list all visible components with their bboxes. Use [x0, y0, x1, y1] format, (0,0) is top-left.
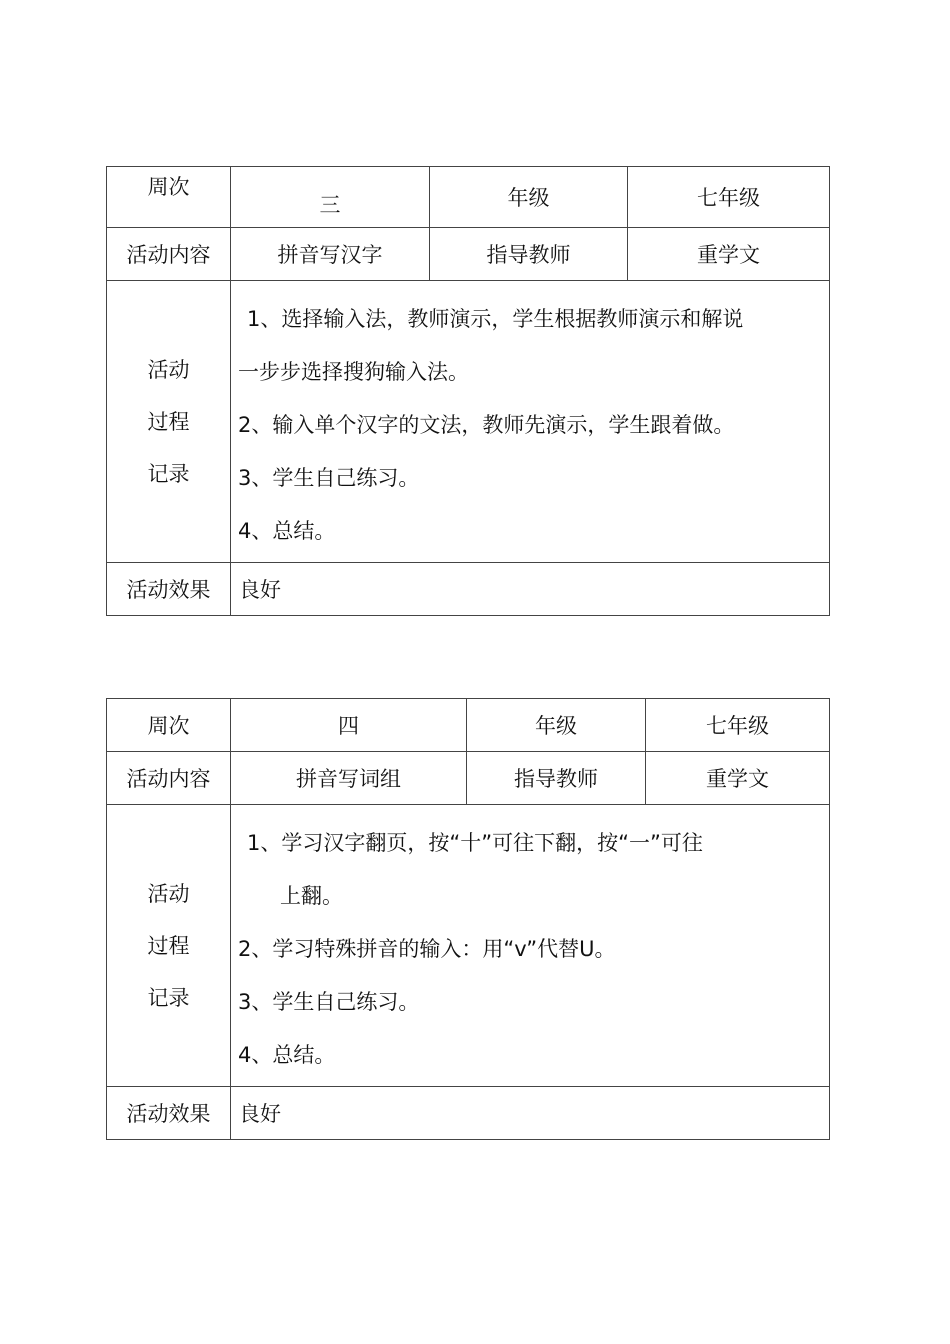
process-line: 3、学生自己练习。 — [238, 990, 420, 1014]
header-row — [107, 167, 830, 228]
content-row — [107, 752, 830, 805]
process-line: 一步步选择搜狗输入法。 — [238, 360, 469, 384]
week-value: 三 — [231, 167, 430, 228]
teacher-label: 指导教师 — [467, 752, 646, 805]
process-content — [231, 281, 830, 563]
teacher-label: 指导教师 — [430, 228, 628, 281]
process-content — [231, 805, 830, 1087]
activity-record-table-week-3 — [106, 166, 830, 616]
effect-label: 活动效果 — [107, 563, 231, 616]
process-label-line: 活动 — [147, 881, 190, 906]
effect-value: 良好 — [231, 1087, 830, 1140]
process-label-line: 记录 — [147, 985, 190, 1010]
effect-row — [107, 563, 830, 616]
process-line: 1、选择输入法，教师演示，学生根据教师演示和解说 — [247, 307, 744, 331]
process-row — [107, 805, 830, 1087]
teacher-value: 重学文 — [646, 752, 830, 805]
teacher-value: 重学文 — [628, 228, 830, 281]
header-row — [107, 699, 830, 752]
process-label-line: 记录 — [147, 461, 190, 486]
process-line: 2、学习特殊拼音的输入：用“v”代替U。 — [238, 937, 616, 961]
process-label — [107, 805, 231, 1087]
process-line: 4、总结。 — [238, 1043, 336, 1067]
week-label: 周次 — [107, 167, 231, 228]
grade-value: 七年级 — [628, 167, 830, 228]
process-label-line: 活动 — [147, 357, 190, 382]
process-line: 2、输入单个汉字的文法，教师先演示，学生跟着做。 — [238, 413, 735, 437]
process-label — [107, 281, 231, 563]
process-label-line: 过程 — [147, 409, 190, 434]
process-line: 3、学生自己练习。 — [238, 466, 420, 490]
process-line: 1、学习汉字翻页，按“十”可往下翻，按“一”可往 — [247, 831, 703, 855]
grade-label: 年级 — [430, 167, 628, 228]
effect-value: 良好 — [231, 563, 830, 616]
process-line: 上翻。 — [280, 884, 343, 908]
week-value: 四 — [231, 699, 467, 752]
content-label: 活动内容 — [107, 752, 231, 805]
week-label: 周次 — [107, 699, 231, 752]
effect-label: 活动效果 — [107, 1087, 231, 1140]
content-value: 拼音写汉字 — [231, 228, 430, 281]
grade-label: 年级 — [467, 699, 646, 752]
content-value: 拼音写词组 — [231, 752, 467, 805]
process-row — [107, 281, 830, 563]
process-line: 4、总结。 — [238, 519, 336, 543]
process-label-line: 过程 — [147, 933, 190, 958]
grade-value: 七年级 — [646, 699, 830, 752]
activity-record-table-week-4 — [106, 698, 830, 1140]
effect-row — [107, 1087, 830, 1140]
content-row — [107, 228, 830, 281]
content-label: 活动内容 — [107, 228, 231, 281]
